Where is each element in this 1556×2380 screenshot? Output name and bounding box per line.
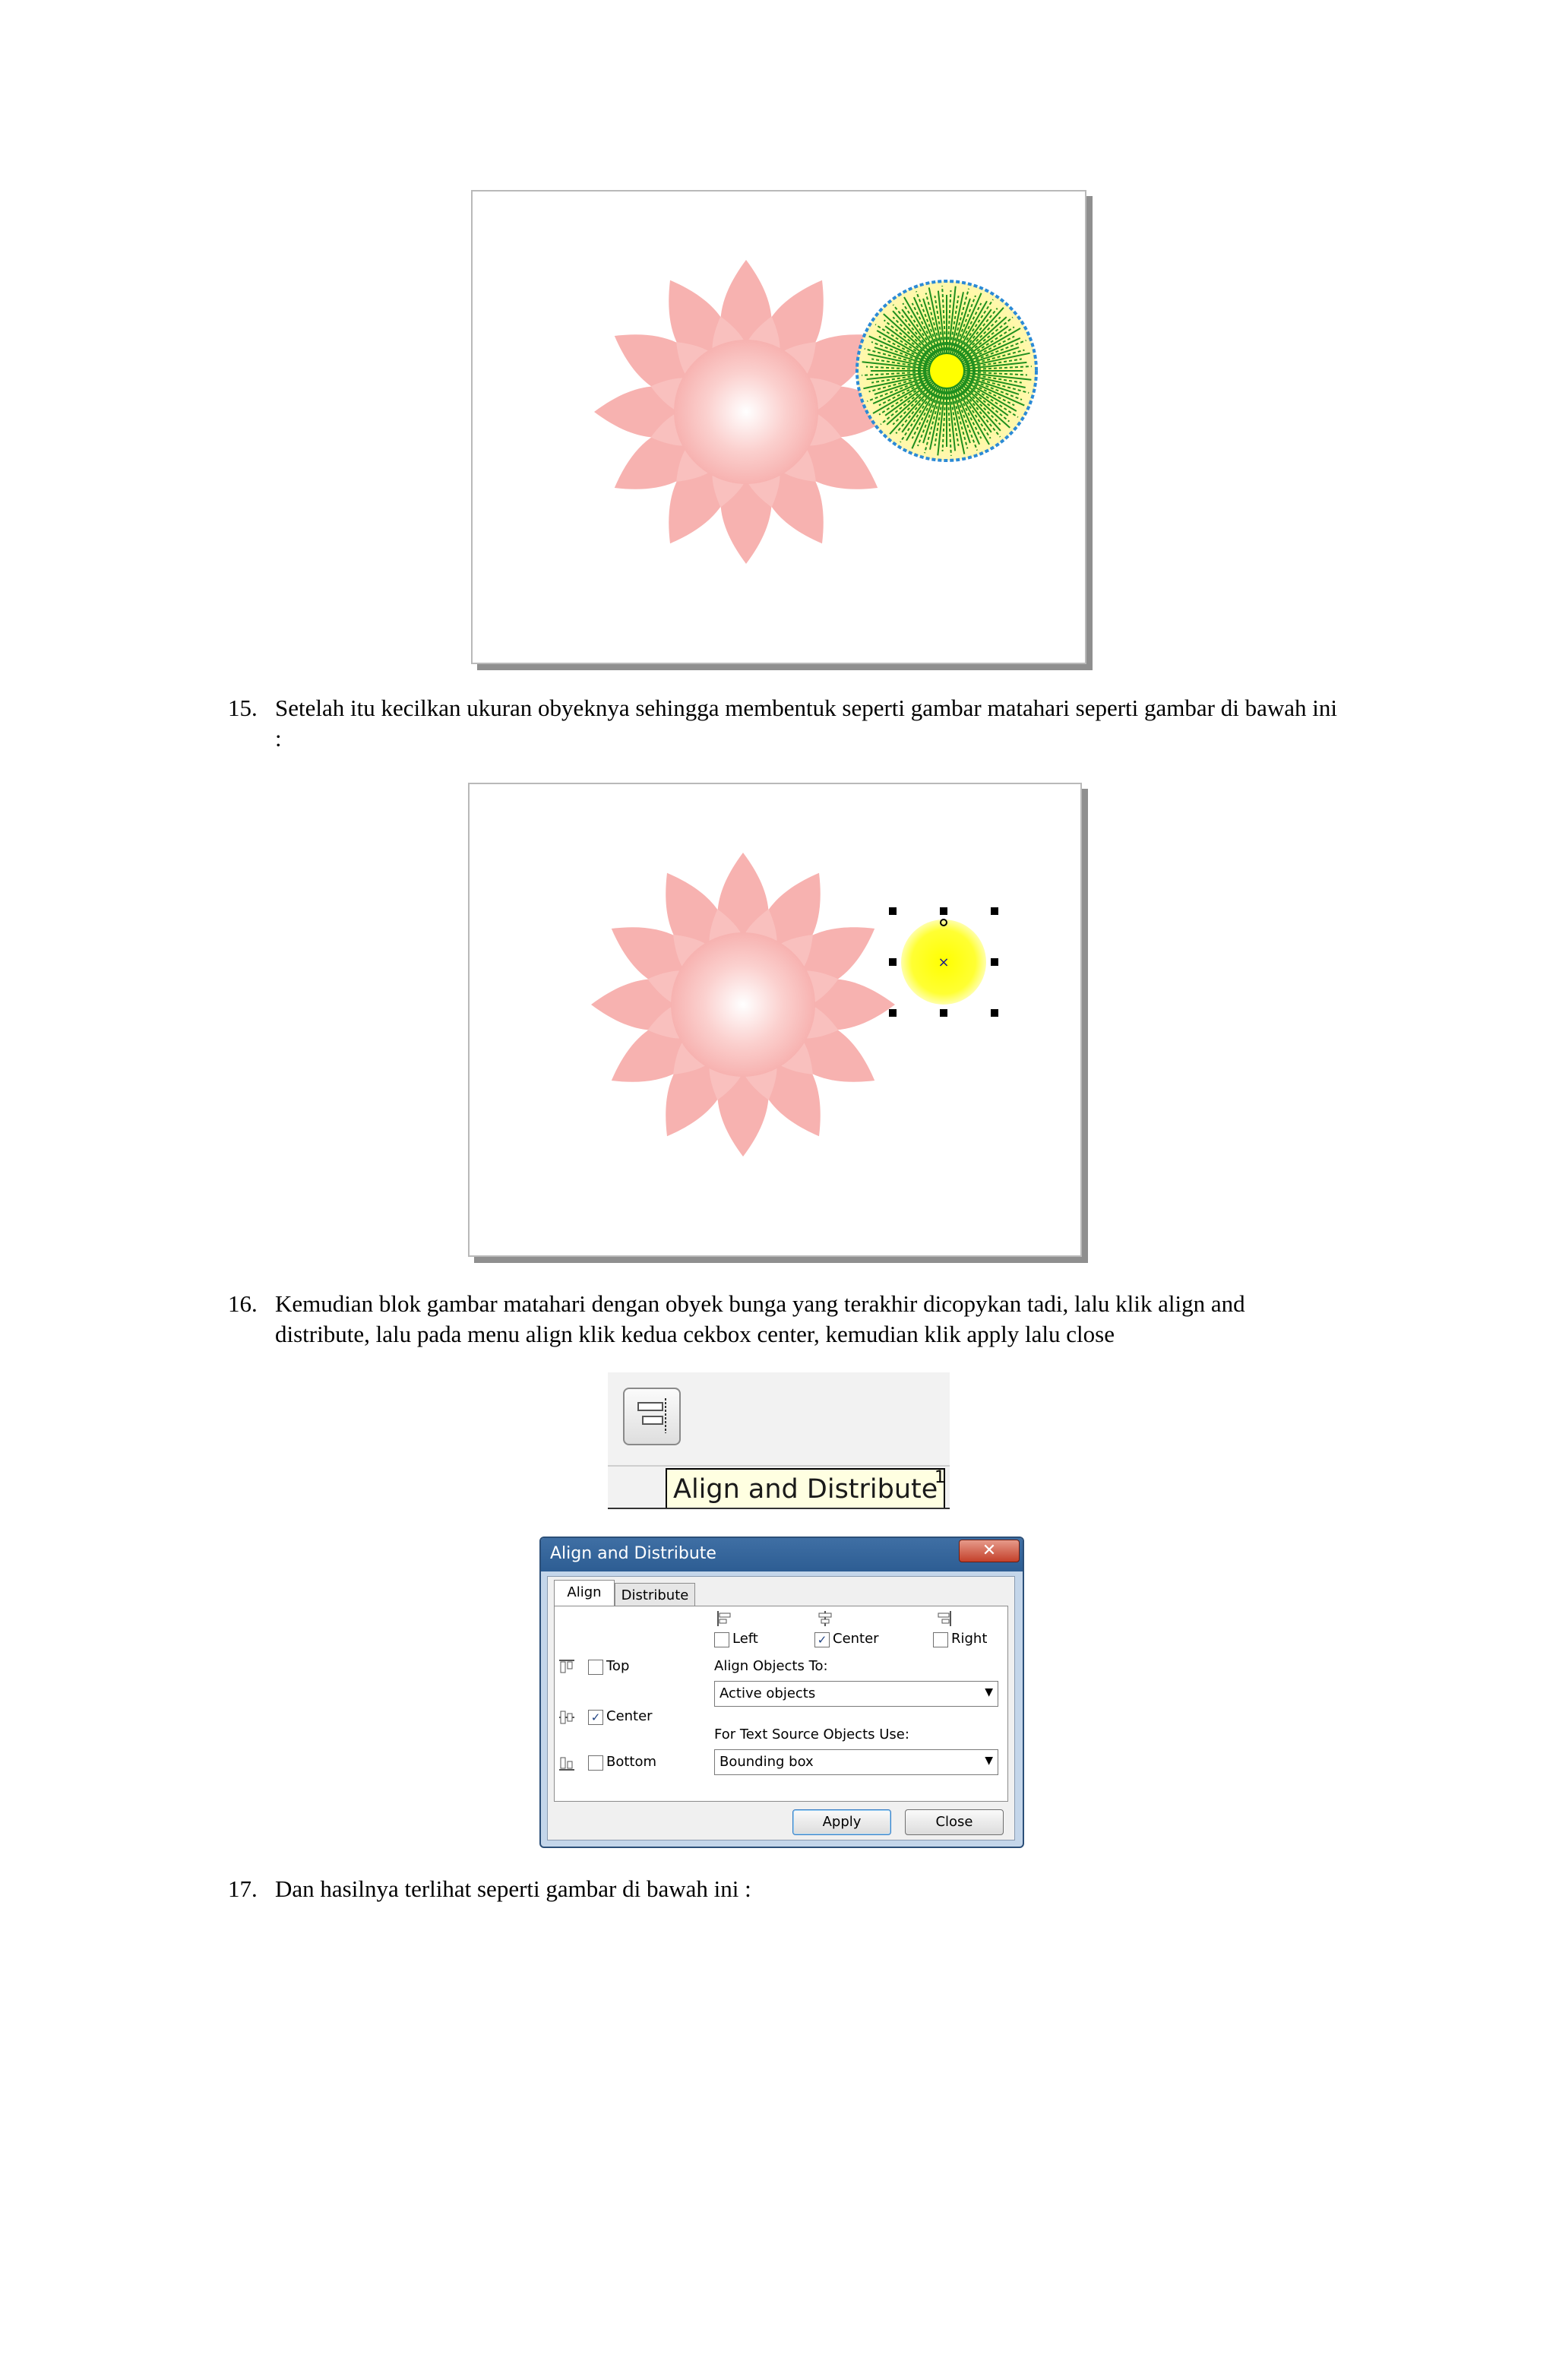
- tab-label: Distribute: [621, 1587, 689, 1603]
- flower-sun-illustration: [473, 191, 1085, 663]
- step-number: 17.: [228, 1875, 258, 1902]
- label-left: Left: [732, 1631, 758, 1647]
- ruler-number: 1: [935, 1468, 945, 1487]
- align-distribute-button[interactable]: [623, 1388, 681, 1445]
- text-source-value: Bounding box: [719, 1754, 814, 1770]
- align-panel: [554, 1606, 1008, 1802]
- ruler-line: [608, 1508, 950, 1509]
- label-bottom: Bottom: [606, 1754, 657, 1770]
- step-text: Dan hasilnya terlihat seperti gambar di bawah ini :: [275, 1875, 751, 1902]
- align-distribute-icon: [625, 1389, 679, 1444]
- tab-label: Align: [567, 1584, 602, 1600]
- toolbar-divider: [608, 1465, 950, 1467]
- flower: [591, 853, 895, 1157]
- step-16: [228, 1289, 1337, 1350]
- checkbox-center-horizontal[interactable]: ✓: [814, 1632, 830, 1647]
- close-button[interactable]: Close: [905, 1809, 1004, 1835]
- step-15: [228, 693, 1337, 754]
- align-distribute-dialog: [539, 1537, 1024, 1848]
- svg-text:×: ×: [938, 954, 950, 970]
- step-number: 16.: [228, 1290, 258, 1317]
- checkbox-bottom[interactable]: [588, 1755, 603, 1771]
- tooltip: Align and Distribute: [666, 1468, 945, 1509]
- checkbox-right[interactable]: [933, 1632, 948, 1647]
- dialog-titlebar[interactable]: [541, 1538, 1023, 1571]
- align-center-vertical-icon: [558, 1708, 576, 1726]
- label-center-vertical: Center: [606, 1708, 653, 1724]
- apply-button[interactable]: Apply: [792, 1809, 891, 1835]
- flower: [594, 260, 898, 564]
- step-number: 15.: [228, 695, 258, 721]
- checkbox-left[interactable]: [714, 1632, 729, 1647]
- dialog-body: [547, 1576, 1015, 1840]
- label-right: Right: [951, 1631, 988, 1647]
- label-top: Top: [606, 1658, 630, 1674]
- close-icon[interactable]: ✕: [959, 1540, 1020, 1562]
- step-text: Kemudian blok gambar matahari dengan obyek bunga yang terakhir dicopykan tadi, lalu klik align and distribute, lalu pada menu align klik kedua cekbox center, kemudian klik apply lalu close: [275, 1290, 1245, 1347]
- text-source-select[interactable]: [714, 1749, 998, 1775]
- tab-distribute[interactable]: [615, 1583, 695, 1608]
- align-top-icon: [558, 1658, 576, 1676]
- dialog-title: Align and Distribute: [550, 1544, 716, 1563]
- align-center-horizontal-icon: [816, 1609, 834, 1628]
- chevron-down-icon: ▼: [985, 1755, 993, 1767]
- step-17: [228, 1874, 1337, 1904]
- figure-flower-small-sun: [468, 783, 1082, 1257]
- text-source-label: For Text Source Objects Use:: [714, 1726, 909, 1742]
- step-text: Setelah itu kecilkan ukuran obyeknya sehingga membentuk seperti gambar matahari seperti gambar di bawah ini :: [275, 695, 1337, 752]
- align-bottom-icon: [558, 1754, 576, 1772]
- align-left-icon: [716, 1609, 734, 1628]
- label-center-horizontal: Center: [833, 1631, 879, 1647]
- toolbar-snippet: [608, 1372, 950, 1509]
- align-to-select[interactable]: [714, 1681, 998, 1707]
- tab-align[interactable]: [554, 1580, 615, 1608]
- small-sun-selected: [889, 907, 998, 1017]
- checkbox-top[interactable]: [588, 1660, 603, 1675]
- chevron-down-icon: ▼: [985, 1686, 993, 1698]
- sun-with-rays: [857, 281, 1036, 460]
- figure-flower-sun-rays: [471, 190, 1086, 664]
- checkbox-center-vertical[interactable]: ✓: [588, 1710, 603, 1725]
- align-to-label: Align Objects To:: [714, 1658, 828, 1674]
- flower-small-sun-illustration: [470, 784, 1080, 1255]
- align-right-icon: [935, 1609, 953, 1628]
- align-to-value: Active objects: [719, 1685, 816, 1701]
